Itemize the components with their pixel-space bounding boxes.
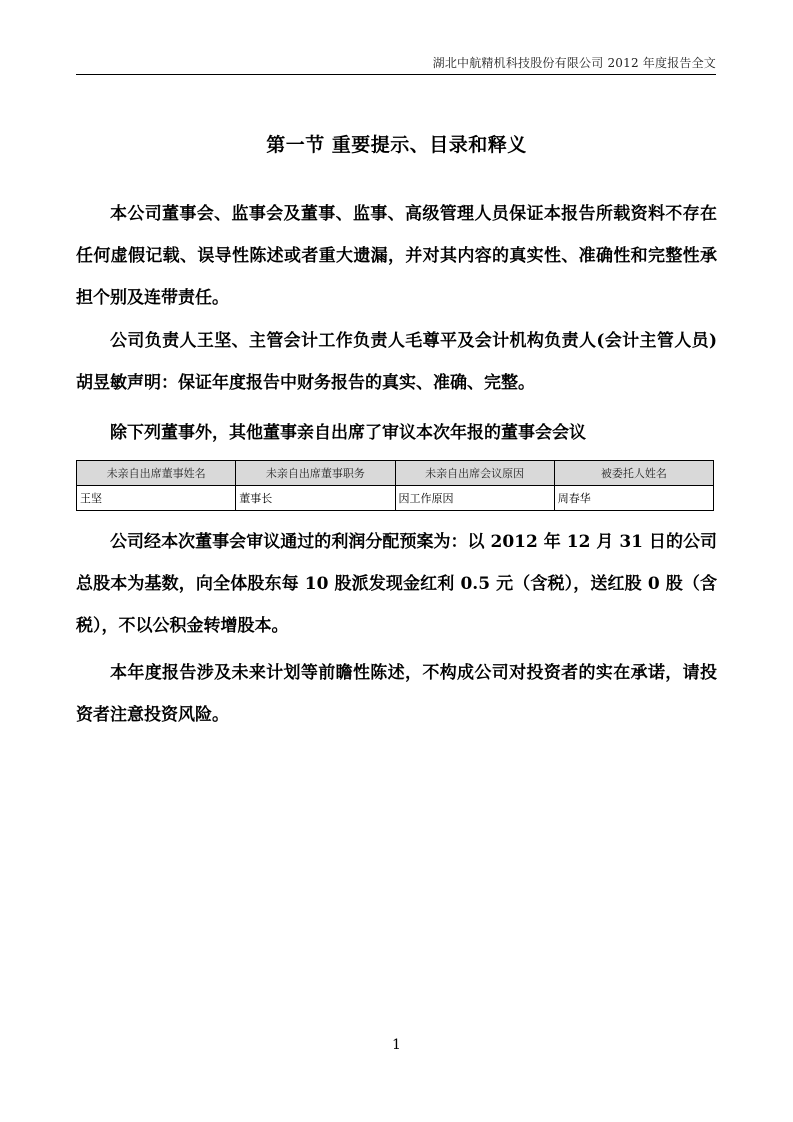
table-header-cell: 未亲自出席会议原因 (395, 461, 554, 486)
section-title: 第一节 重要提示、目录和释义 (266, 134, 527, 156)
table-cell-proxy-name: 周春华 (554, 486, 713, 511)
table-header-row (77, 461, 714, 486)
table-header-cell: 未亲自出席董事姓名 (77, 461, 236, 486)
page-header-title: 湖北中航精机科技股份有限公司 2012 年度报告全文 (432, 56, 716, 70)
paragraph-forward-looking-risk: 本年度报告涉及未来计划等前瞻性陈述，不构成公司对投资者的实在承诺，请投资者注意投资风险。 (76, 663, 717, 725)
paragraph-profit-distribution: 公司经本次董事会审议通过的利润分配预案为：以 2012 年 12 月 31 日的公司总股本为基数，向全体股东每 10 股派发现金红利 0.5 元（含税），送红股 0 股（含税），不以公积金转增股本。 (76, 532, 717, 636)
table-cell-director-name: 王坚 (77, 486, 236, 511)
table-cell-absence-reason: 因工作原因 (395, 486, 554, 511)
paragraph-absent-directors-intro: 除下列董事外，其他董事亲自出席了审议本次年报的董事会会议 (110, 423, 586, 443)
page-number: 1 (392, 1037, 401, 1053)
absent-directors-table (76, 460, 714, 511)
table-cell-director-position: 董事长 (236, 486, 395, 511)
table-header-cell: 被委托人姓名 (554, 461, 713, 486)
header-divider (76, 74, 716, 75)
table-row (77, 486, 714, 511)
paragraph-responsible-persons-statement: 公司负责人王坚、主管会计工作负责人毛尊平及会计机构负责人(会计主管人员)胡昱敏声明：保证年度报告中财务报告的真实、准确、完整。 (76, 331, 717, 393)
paragraph-board-guarantee: 本公司董事会、监事会及董事、监事、高级管理人员保证本报告所载资料不存在任何虚假记载、误导性陈述或者重大遗漏，并对其内容的真实性、准确性和完整性承担个别及连带责任。 (76, 204, 717, 308)
table-header-cell: 未亲自出席董事职务 (236, 461, 395, 486)
